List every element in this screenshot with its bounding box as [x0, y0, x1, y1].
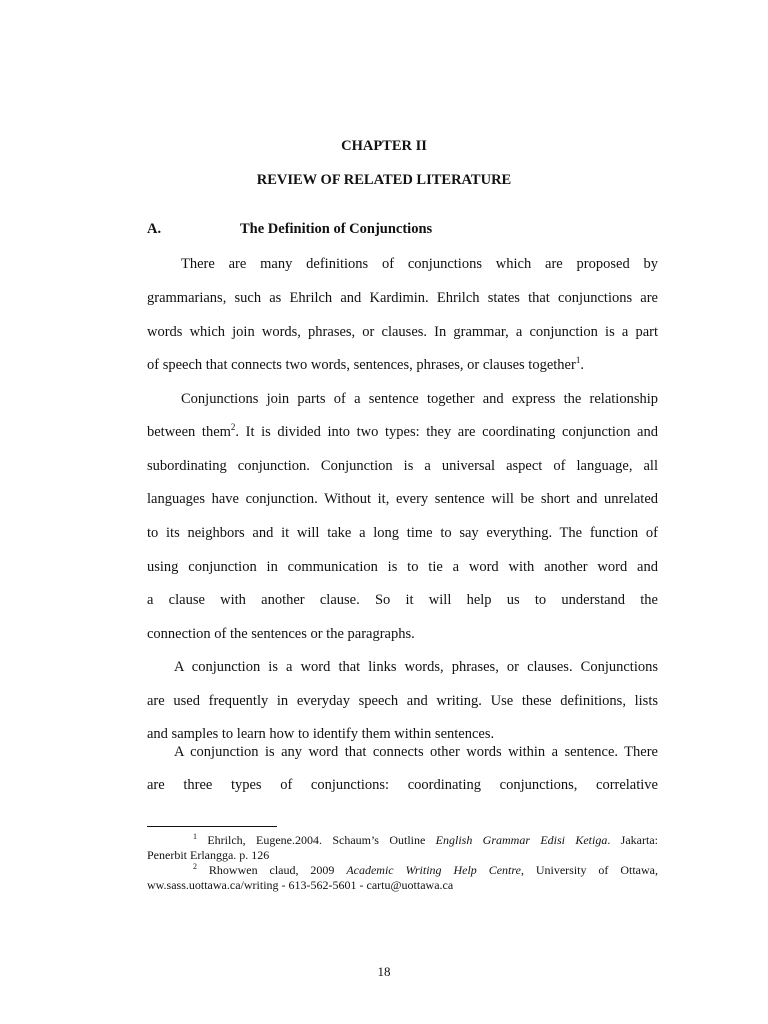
paragraph-line	[147, 356, 658, 374]
footnote-1-line2: Penerbit Erlangga. p. 126	[147, 848, 270, 862]
paragraph-line: words which join words, phrases, or clauses. In grammar, a conjunction is a part	[147, 324, 658, 340]
footnote-italic: English Grammar Edisi Ketiga	[435, 833, 608, 847]
footnote-ref: 1	[575, 355, 581, 365]
footnote-2	[193, 863, 658, 877]
chapter-title: REVIEW OF RELATED LITERATURE	[256, 172, 512, 188]
line-text: .	[580, 357, 584, 373]
line-text: between them	[147, 424, 231, 440]
section-title: The Definition of Conjunctions	[240, 221, 433, 237]
footnote-ref: 2	[230, 422, 236, 432]
footnote-text: , University of Ottawa,	[520, 863, 658, 877]
line-text: . It is divided into two types: they are coordinating conjunction and	[235, 424, 658, 440]
paragraph-line: languages have conjunction. Without it, every sentence will be short and unrelated	[147, 491, 658, 507]
line-text: of speech that connects two words, sentences, phrases, or clauses together	[147, 357, 576, 373]
paragraph-line: and samples to learn how to identify them within sentences.	[147, 726, 495, 742]
paragraph-line: A conjunction is a word that links words, phrases, or clauses. Conjunctions	[174, 659, 658, 675]
paragraph-line: There are many definitions of conjunctions which are proposed by	[181, 256, 658, 272]
page-number: 18	[377, 964, 391, 979]
footnote-text: Rhowwen claud, 2009	[197, 863, 347, 877]
paragraph-line: are three types of conjunctions: coordinating conjunctions, correlative	[147, 777, 658, 793]
chapter-heading: CHAPTER II	[341, 138, 427, 154]
footnote-rule	[147, 826, 277, 827]
footnote-1	[193, 833, 658, 847]
paragraph-line	[147, 423, 658, 441]
paragraph-line: connection of the sentences or the paragraphs.	[147, 626, 415, 642]
paragraph-line: a clause with another clause. So it will help us to understand the	[147, 592, 658, 608]
paragraph-line: are used frequently in everyday speech and writing. Use these definitions, lists	[147, 693, 658, 709]
paragraph-line: subordinating conjunction. Conjunction is a universal aspect of language, all	[147, 458, 658, 474]
footnote-number: 2	[193, 862, 197, 871]
footnote-text: Ehrilch, Eugene.2004. Schaum’s Outline	[197, 833, 436, 847]
footnote-number: 1	[193, 832, 197, 841]
paragraph-line: A conjunction is any word that connects other words within a sentence. There	[174, 744, 658, 760]
footnote-text: . Jakarta:	[607, 833, 658, 847]
footnote-2-line2: ww.sass.uottawa.ca/writing - 613-562-5601 - cartu@uottawa.ca	[147, 878, 454, 892]
paragraph-line: using conjunction in communication is to tie a word with another word and	[147, 559, 658, 575]
section-letter: A.	[147, 221, 162, 237]
paragraph-line: grammarians, such as Ehrilch and Kardimin. Ehrilch states that conjunctions are	[147, 290, 658, 306]
paragraph-line: Conjunctions join parts of a sentence together and express the relationship	[181, 391, 658, 407]
paragraph-line: to its neighbors and it will take a long time to say everything. The function of	[147, 525, 658, 541]
footnote-italic: Academic Writing Help Centre	[346, 863, 521, 877]
